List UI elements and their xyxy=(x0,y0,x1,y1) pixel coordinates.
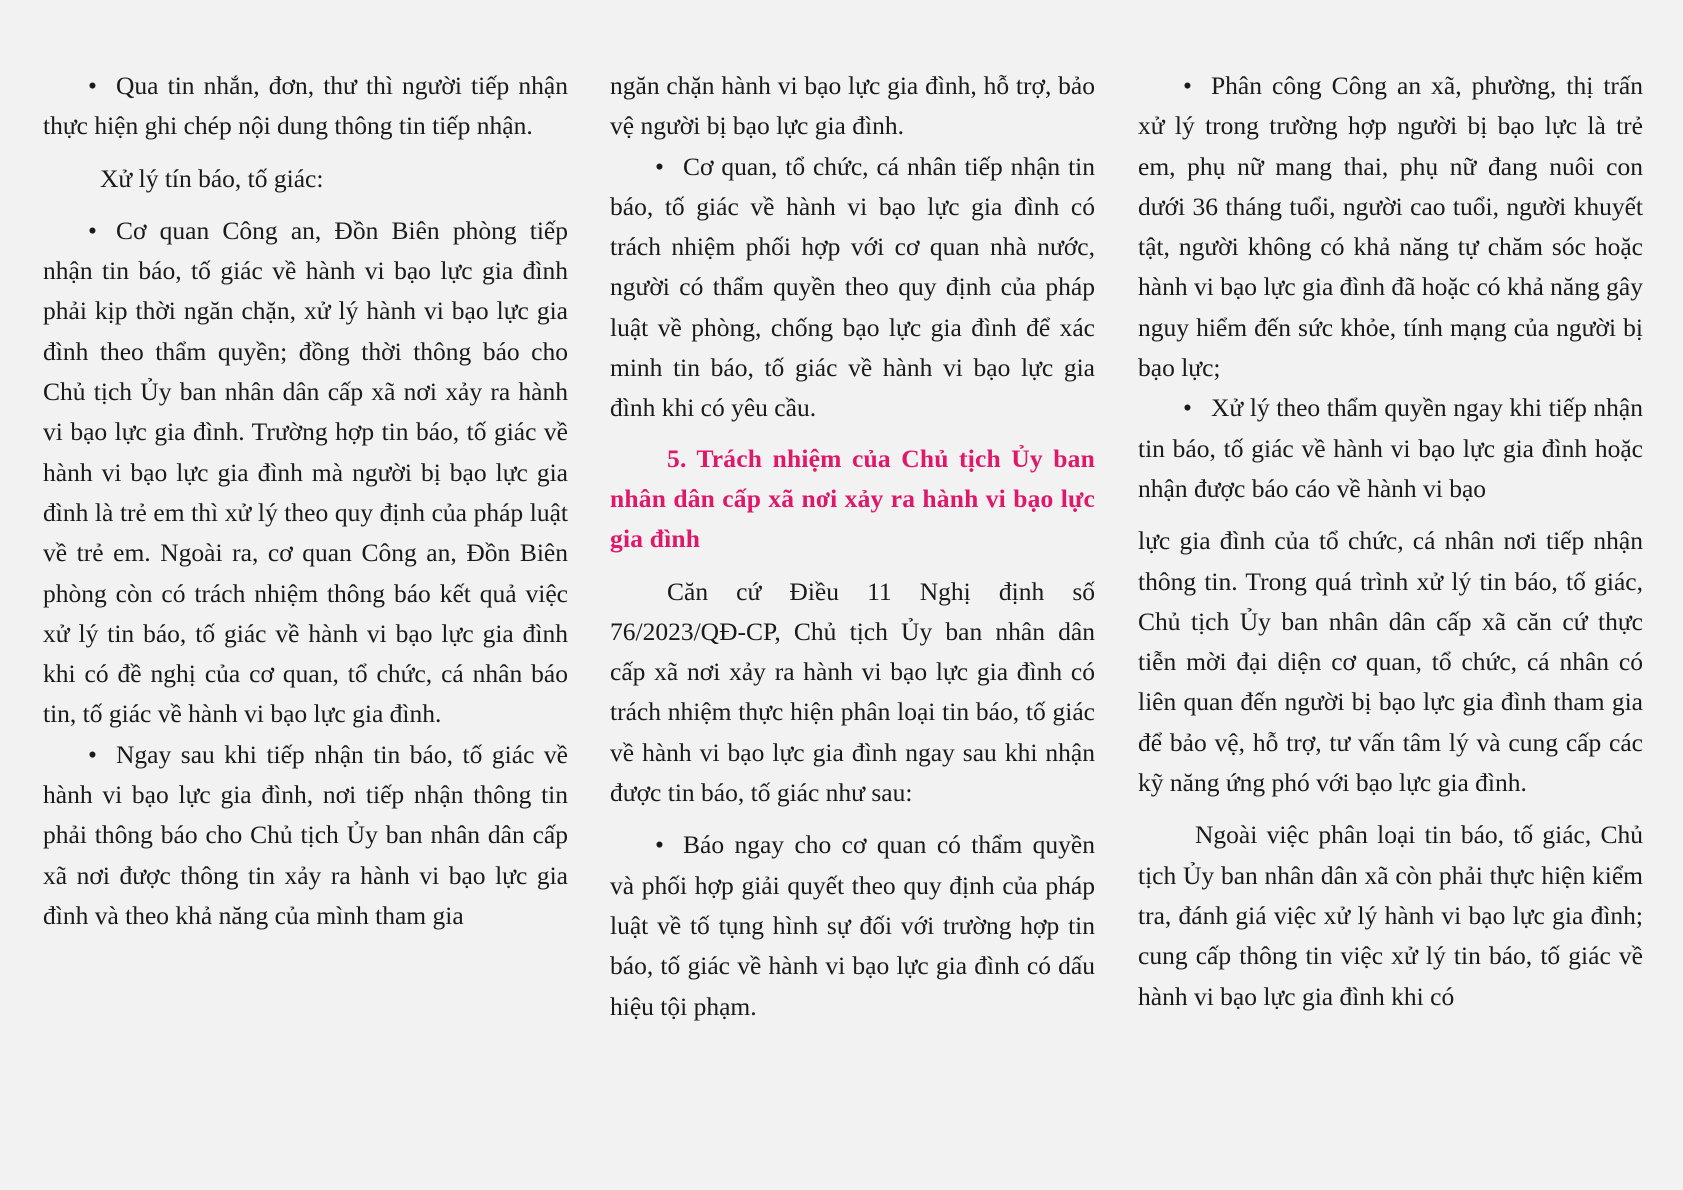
bullet-paragraph: • Cơ quan Công an, Đồn Biên phòng tiếp nhận tin báo, tố giác về hành vi bạo lực gia đình phải kịp thời ngăn chặn, xử lý hành vi bạo lực gia đình theo thẩm quyền; đồng thời thông báo cho Chủ tịch Ủy ban nhân dân cấp xã nơi xảy ra hành vi bạo lực gia đình. Trường hợp tin báo, tố giác về hành vi bạo lực gia đình mà người bị bạo lực gia đình là trẻ em thì xử lý theo quy định của pháp luật về trẻ em. Ngoài ra, cơ quan Công an, Đồn Biên phòng còn có trách nhiệm thông báo kết quả việc xử lý tin báo, tố giác về hành vi bạo lực gia đình khi có đề nghị của cơ quan, tổ chức, cá nhân báo tin, tố giác về hành vi bạo lực gia đình. xyxy=(43,211,568,735)
column-2 xyxy=(610,66,1095,1027)
column-3 xyxy=(1138,66,1643,1017)
bullet-paragraph: • Phân công Công an xã, phường, thị trấn xử lý trong trường hợp người bị bạo lực là trẻ em, phụ nữ mang thai, phụ nữ đang nuôi con dưới 36 tháng tuổi, người cao tuổi, người khuyết tật, người không có khả năng tự chăm sóc hoặc hành vi bạo lực gia đình đã hoặc có khả năng gây nguy hiểm đến sức khỏe, tính mạng của người bị bạo lực; xyxy=(1138,66,1643,388)
bullet-paragraph: • Qua tin nhắn, đơn, thư thì người tiếp nhận thực hiện ghi chép nội dung thông tin tiếp nhận. xyxy=(43,66,568,147)
continued-paragraph: lực gia đình của tổ chức, cá nhân nơi tiếp nhận thông tin. Trong quá trình xử lý tin báo, tố giác, Chủ tịch Ủy ban nhân dân cấp xã căn cứ thực tiễn mời đại diện cơ quan, tổ chức, cá nhân có liên quan đến người bị bạo lực gia đình tham gia để bảo vệ, hỗ trợ, tư vấn tâm lý và cung cấp các kỹ năng ứng phó với bạo lực gia đình. xyxy=(1138,526,1643,798)
subheading-paragraph: Xử lý tín báo, tố giác: xyxy=(100,163,324,193)
bullet-paragraph: • Cơ quan, tổ chức, cá nhân tiếp nhận tin báo, tố giác về hành vi bạo lực gia đình có trách nhiệm phối hợp với cơ quan nhà nước, người có thẩm quyền theo quy định của pháp luật về phòng, chống bạo lực gia đình để xác minh tin báo, tố giác về hành vi bạo lực gia đình khi có yêu cầu. xyxy=(610,147,1095,429)
body-paragraph: Căn cứ Điều 11 Nghị định số 76/2023/QĐ-CP, Chủ tịch Ủy ban nhân dân cấp xã nơi xảy ra hành vi bạo lực gia đình có trách nhiệm thực hiện phân loại tin báo, tố giác về hành vi bạo lực gia đình ngay sau khi nhận được tin báo, tố giác như sau: xyxy=(610,576,1095,808)
bullet-paragraph: • Báo ngay cho cơ quan có thẩm quyền và phối hợp giải quyết theo quy định của pháp luật về tố tụng hình sự đối với trường hợp tin báo, tố giác về hành vi bạo lực gia đình có dấu hiệu tội phạm. xyxy=(610,825,1095,1026)
bullet-paragraph: • Xử lý theo thẩm quyền ngay khi tiếp nhận tin báo, tố giác về hành vi bạo lực gia đình hoặc nhận được báo cáo về hành vi bạo xyxy=(1138,388,1643,509)
column-1 xyxy=(43,66,568,936)
bullet-paragraph: • Ngay sau khi tiếp nhận tin báo, tố giác về hành vi bạo lực gia đình, nơi tiếp nhận thông tin phải thông báo cho Chủ tịch Ủy ban nhân dân cấp xã nơi được thông tin xảy ra hành vi bạo lực gia đình và theo khả năng của mình tham gia xyxy=(43,735,568,936)
section-heading: 5. Trách nhiệm của Chủ tịch Ủy ban nhân dân cấp xã nơi xảy ra hành vi bạo lực gia đình xyxy=(610,443,1095,554)
body-paragraph: Ngoài việc phân loại tin báo, tố giác, Chủ tịch Ủy ban nhân dân xã còn phải thực hiện kiểm tra, đánh giá việc xử lý hành vi bạo lực gia đình; cung cấp thông tin việc xử lý tin báo, tố giác về hành vi bạo lực gia đình khi có xyxy=(1138,820,1643,1011)
continued-paragraph: ngăn chặn hành vi bạo lực gia đình, hỗ trợ, bảo vệ người bị bạo lực gia đình. xyxy=(610,71,1095,141)
